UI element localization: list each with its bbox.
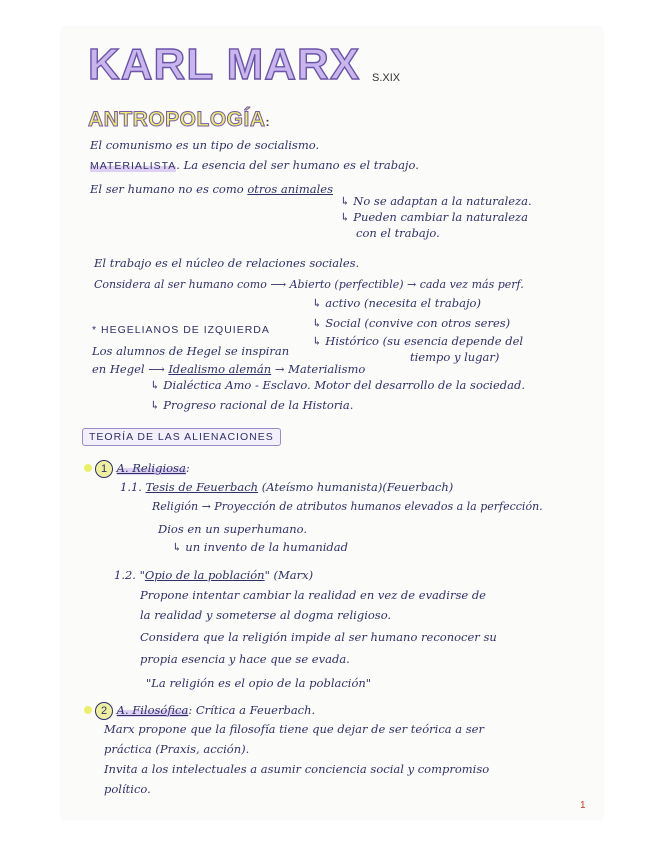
century-label: S.XIX — [372, 72, 401, 84]
line-17: ↳ Progreso racional de la Historia. — [150, 398, 354, 412]
line-11: ↳ Histórico (su esencia depende del — [312, 334, 524, 348]
line-26: la realidad y someterse al dogma religioso. — [140, 608, 392, 622]
quote-line: "La religión es el opio de la población" — [146, 676, 372, 690]
religiosa-label: A. Religiosa — [116, 461, 186, 475]
alienaciones-heading: TEORÍA DE LAS ALIENACIONES — [82, 428, 281, 446]
line-24-c: " (Marx) — [264, 568, 314, 582]
line-3-text: El ser humano no es como — [90, 182, 248, 196]
number-circle-2: 2 — [95, 702, 113, 720]
line-31: Marx propone que la filosofía tiene que dejar de ser teórica a ser — [104, 722, 484, 736]
line-30-b: : Crítica a Feuerbach. — [188, 703, 316, 717]
line-5: ↳ Pueden cambiar la naturaleza — [340, 210, 528, 224]
section-subtitle: ANTROPOLOGÍA: — [88, 108, 270, 131]
religiosa-colon: : — [185, 461, 190, 475]
line-2 — [90, 158, 419, 172]
line-15-c: → Materialismo — [271, 362, 366, 376]
line-15 — [92, 362, 365, 376]
line-28: propia esencia y hace que se evada. — [140, 652, 350, 666]
line-22: Dios en un superhumano. — [158, 522, 308, 536]
hegelianos-heading: * HEGELIANOS DE IZQUIERDA — [92, 324, 270, 336]
line-8: Considera al ser humano como ⟶ Abierto (perfectible) → cada vez más perf. — [94, 278, 524, 291]
line-24 — [114, 568, 313, 582]
line-20-num: 1.1. — [120, 480, 146, 494]
line-32: práctica (Praxis, acción). — [104, 742, 250, 756]
number-circle-1: 1 — [95, 460, 113, 478]
line-15-a: en Hegel ⟶ — [92, 362, 169, 376]
subtitle-text: ANTROPOLOGÍA — [88, 108, 266, 131]
line-12: tiempo y lugar) — [410, 350, 500, 364]
section-1 — [84, 460, 190, 478]
line-1: El comunismo es un tipo de socialismo. — [90, 138, 320, 152]
line-3 — [90, 182, 333, 196]
bullet-dot — [84, 464, 92, 472]
line-4: ↳ No se adaptan a la naturaleza. — [340, 194, 532, 208]
line-33: Invita a los intelectuales a asumir conciencia social y compromiso — [104, 762, 490, 776]
otros-animales: otros animales — [247, 182, 333, 196]
line-7: El trabajo es el núcleo de relaciones sociales. — [94, 256, 360, 270]
page-number: 1 — [580, 800, 586, 811]
line-27: Considera que la religión impide al ser humano reconocer su — [140, 630, 497, 644]
line-2-text: . La esencia del ser humano es el trabajo. — [176, 158, 419, 172]
line-6: con el trabajo. — [356, 226, 440, 240]
opio-poblacion: Opio de la población — [144, 568, 265, 582]
line-21: Religión → Proyección de atributos humanos elevados a la perfección. — [152, 500, 543, 513]
section-2 — [84, 702, 315, 720]
line-14: Los alumnos de Hegel se inspiran — [92, 344, 290, 358]
line-16: ↳ Dialéctica Amo - Esclavo. Motor del desarrollo de la sociedad. — [150, 378, 526, 392]
idealismo-aleman: Idealismo alemán — [168, 362, 272, 376]
materialista-label: MATERIALISTA — [90, 160, 177, 172]
line-20-c: (Ateísmo humanista)(Feuerbach) — [258, 480, 454, 494]
tesis-feuerbach: Tesis de Feuerbach — [145, 480, 259, 494]
line-9: ↳ activo (necesita el trabajo) — [312, 296, 481, 310]
line-10: ↳ Social (convive con otros seres) — [312, 316, 511, 330]
bullet-dot — [84, 706, 92, 714]
line-23: ↳ un invento de la humanidad — [172, 540, 349, 554]
filosofica-label: A. Filosófica — [116, 703, 189, 717]
line-24-num: 1.2. " — [114, 568, 145, 582]
line-25: Propone intentar cambiar la realidad en vez de evadirse de — [140, 588, 486, 602]
page-title: KARL MARX — [88, 40, 361, 89]
line-20 — [120, 480, 453, 494]
line-34: político. — [104, 782, 151, 796]
